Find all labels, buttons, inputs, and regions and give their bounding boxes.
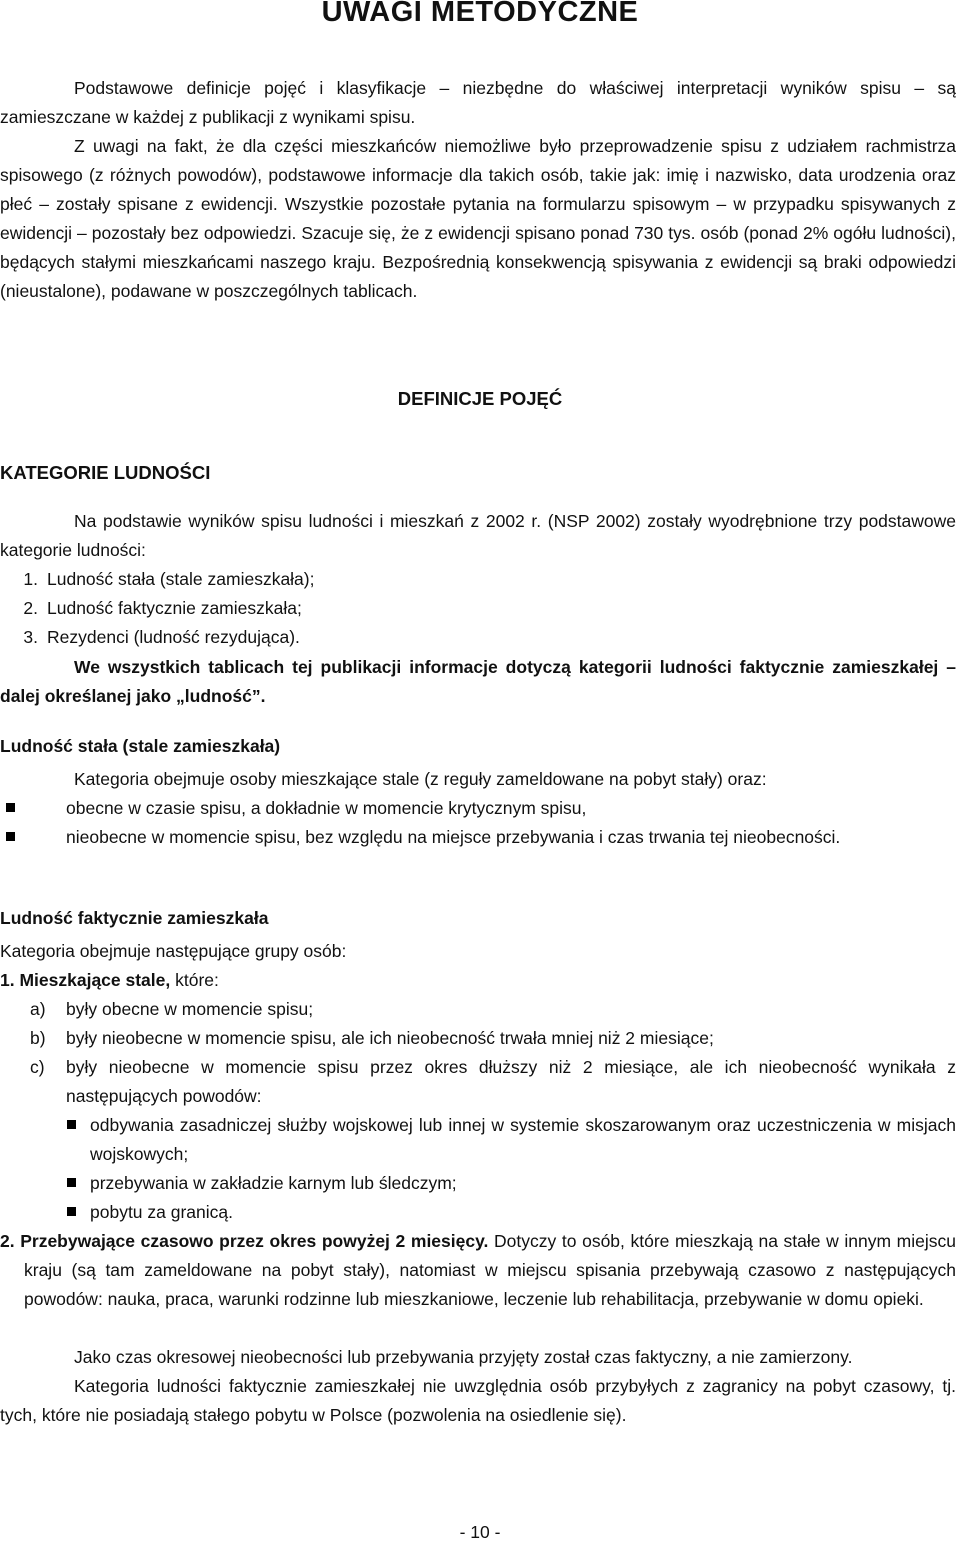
category-label: Ludność faktycznie zamieszkała; bbox=[47, 598, 302, 618]
item-letter: a) bbox=[30, 999, 46, 1019]
page-number: - 10 - bbox=[459, 1522, 501, 1542]
group-1-title: 1. Mieszkające stale, bbox=[0, 970, 171, 990]
group-2-section bbox=[0, 1227, 956, 1314]
categories-intro-text: Na podstawie wyników spisu ludności i mieszkań z 2002 r. (NSP 2002) zostały wyodrębnione trzy podstawowe kategorie ludności: bbox=[0, 511, 956, 560]
intro-section bbox=[0, 74, 956, 306]
faktyczna-description: Kategoria obejmuje następujące grupy osób: bbox=[0, 941, 347, 961]
stala-description: Kategoria obejmuje osoby mieszkające stale (z reguły zameldowane na pobyt stały) oraz: bbox=[74, 769, 767, 789]
category-number: 3. bbox=[23, 627, 38, 647]
square-bullet-icon bbox=[67, 1207, 76, 1216]
square-bullet-icon bbox=[6, 803, 15, 812]
category-item bbox=[0, 623, 300, 652]
categories-heading: KATEGORIE LUDNOŚCI bbox=[0, 462, 211, 483]
page-title: UWAGI METODYCZNE bbox=[321, 0, 639, 28]
stala-heading: Ludność stała (stale zamieszkała) bbox=[0, 736, 281, 756]
exclusion-note-paragraph: Kategoria ludności faktycznie zamieszkałej nie uwzględnia osób przybyłych z zagranicy na pobyt czasowy, tj. tych, które nie posiadają stałego pobytu w Polsce (pozwolenia na osiedlenie się). bbox=[0, 1376, 956, 1425]
stala-bullet-item: nieobecne w momencie spisu, bez względu na miejsce przebywania i czas trwania tej nieobecności. bbox=[66, 827, 841, 847]
group-2-title: 2. Przebywające czasowo przez okres powyżej 2 miesięcy. bbox=[0, 1231, 489, 1251]
category-number: 1. bbox=[23, 569, 38, 589]
faktyczna-notes bbox=[0, 1343, 956, 1430]
reason-item: odbywania zasadniczej służby wojskowej lub innej w systemie skoszarowanym oraz uczestniczenia w misjach wojskowych; bbox=[90, 1115, 956, 1164]
categories-note-text: We wszystkich tablicach tej publikacji informacje dotyczą kategorii ludności faktycznie zamieszkałej – dalej określanej jako „ludność”. bbox=[0, 657, 956, 706]
category-label: Ludność stała (stale zamieszkała); bbox=[47, 569, 315, 589]
categories-note bbox=[0, 653, 956, 711]
category-number: 2. bbox=[23, 598, 38, 618]
intro-paragraph-2: Z uwagi na fakt, że dla części mieszkańców niemożliwe było przeprowadzenie spisu z udziałem rachmistrza spisowego (z różnych powodów), podstawowe informacje dla takich osób, takie jak: imię i nazwisko, data urodzenia oraz płeć – zostały spisane z ewidencji. Wszystkie pozostałe pytania na formularzu spisowym – w przypadku spisywanych z ewidencji – pozostały bez odpowiedzi. Szacuje się, że z ewidencji spisano ponad 730 tys. osób (ponad 2% ogółu ludności), będących stałymi mieszkańcami naszego kraju. Bezpośrednią konsekwencją spisywania z ewidencji są braki odpowiedzi (nieustalone), podawane w poszczególnych tablicach. bbox=[0, 136, 956, 301]
group-2-text: Dotyczy to osób, które mieszkają na stałe w innym miejscu kraju (są tam zameldowane na pobyt stały), natomiast w miejscu spisania przebywają czasowo z następujących powodów: nauka, praca, warunki rodzinne lub mieszkaniowe, leczenie lub rehabilitacja, przebywanie w domu opieki. bbox=[24, 1231, 956, 1309]
faktyczna-heading: Ludność faktycznie zamieszkała bbox=[0, 908, 269, 928]
reason-item: pobytu za granicą. bbox=[90, 1202, 234, 1222]
square-bullet-icon bbox=[67, 1178, 76, 1187]
definitions-heading: DEFINICJE POJĘĆ bbox=[397, 388, 563, 409]
square-bullet-icon bbox=[6, 832, 15, 841]
category-item bbox=[0, 565, 314, 594]
group-1-heading bbox=[0, 966, 219, 995]
stala-bullet-item: obecne w czasie spisu, a dokładnie w momencie krytycznym spisu, bbox=[66, 798, 587, 818]
group-1-item: były obecne w momencie spisu; bbox=[66, 999, 314, 1019]
square-bullet-icon bbox=[67, 1120, 76, 1129]
category-label: Rezydenci (ludność rezydująca). bbox=[47, 627, 300, 647]
categories-intro bbox=[0, 507, 956, 565]
item-letter: b) bbox=[30, 1028, 46, 1048]
group-1-suffix: które: bbox=[170, 970, 219, 990]
category-item bbox=[0, 594, 302, 623]
group-1-item: były nieobecne w momencie spisu przez okres dłuższy niż 2 miesiące, ale ich nieobecność wynikała z następujących powodów: bbox=[66, 1057, 956, 1106]
group-2-paragraph bbox=[0, 1227, 956, 1314]
time-note-paragraph: Jako czas okresowej nieobecności lub przebywania przyjęty został czas faktyczny, a nie zamierzony. bbox=[74, 1347, 853, 1367]
reason-item: przebywania w zakładzie karnym lub śledczym; bbox=[90, 1173, 457, 1193]
item-letter: c) bbox=[30, 1057, 45, 1077]
intro-paragraph-1: Podstawowe definicje pojęć i klasyfikacje – niezbędne do właściwej interpretacji wyników spisu – są zamieszczane w każdej z publikacji z wynikami spisu. bbox=[0, 78, 956, 127]
group-1-item: były nieobecne w momencie spisu, ale ich nieobecność trwała mniej niż 2 miesiące; bbox=[66, 1028, 714, 1048]
